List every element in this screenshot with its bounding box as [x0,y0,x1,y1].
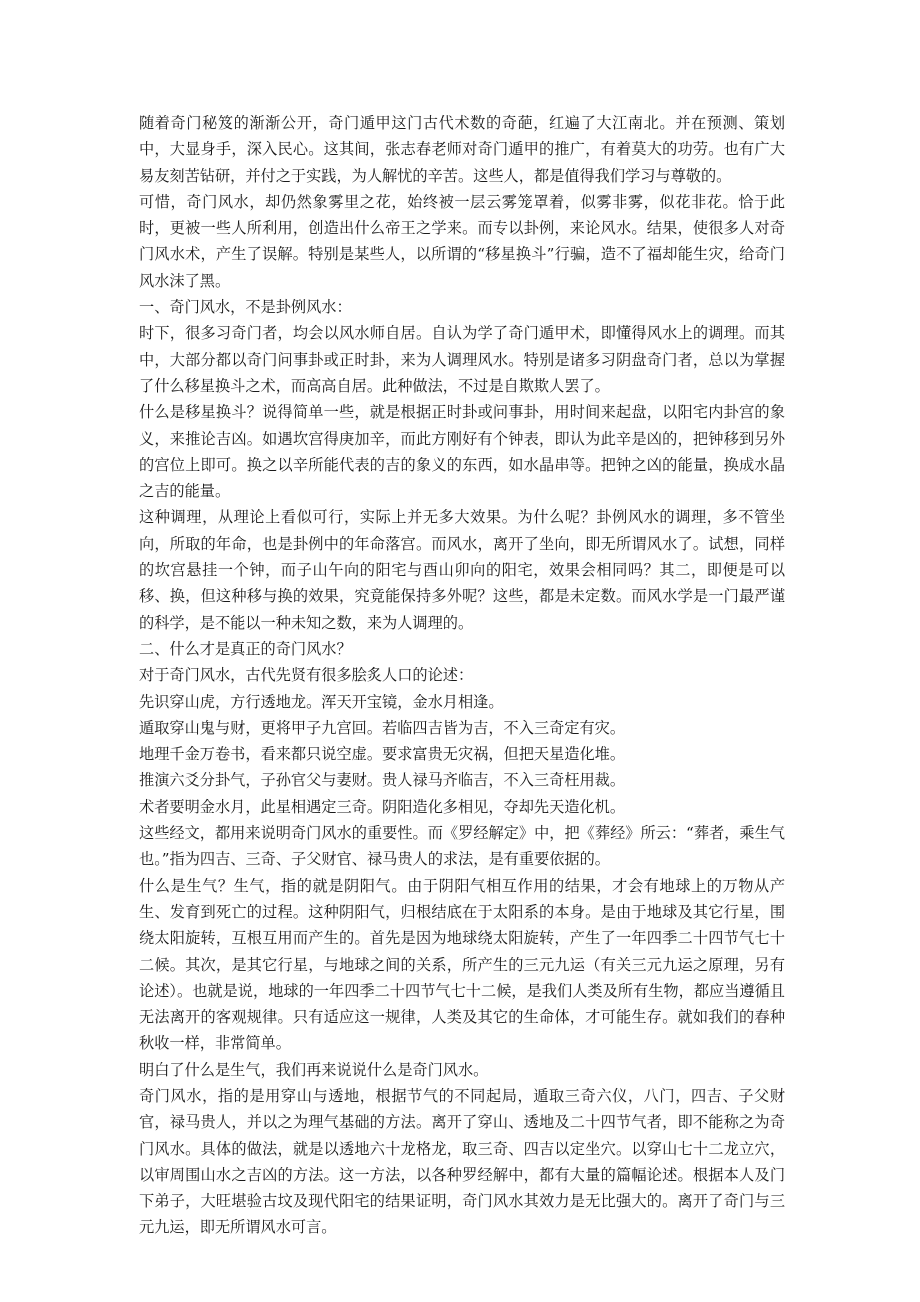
paragraph: 这些经文，都用来说明奇门风水的重要性。而《罗经解定》中，把《葬经》所云：“葬者，乘生气也。”指为四吉、三奇、子父财官、禄马贵人的求法，是有重要依据的。 [139,824,785,869]
verse-line: 遁取穿山鬼与财，更将甲子九宫回。若临四吉皆为吉，不入三奇定有灾。 [139,718,625,737]
verse-line: 推演六爻分卦气，子孙官父与妻财。贵人禄马齐临吉，不入三奇枉用裁。 [139,771,625,790]
verse-line: 先识穿山虎，方行透地龙。浑天开宝镜，金水月相逢。 [139,692,504,711]
paragraph: 什么是生气？生气，指的就是阴阳气。由于阴阳气相互作用的结果，才会有地球上的万物从产生、发育到死亡的过程。这种阴阳气，归根结底在于太阳系的本身。是由于地球及其它行星，围绕太阳旋转，互根互用而产生的。首先是因为地球绕太阳旋转，产生了一年四季二十四节气七十二候。其次，是其它行星，与地球之间的关系，所产生的三元九运（有关三元九运之原理，另有论述）。也就是说，地球的一年四季二十四节气七十二候，是我们人类及所有生物，都应当遵循且无法离开的客观规律。只有适应这一规律，人类及其它的生命体，才可能生存。就如我们的春种秋收一样，非常简单。 [139,876,785,1053]
section-heading-2: 二、什么才是真正的奇门风水？ [139,639,352,658]
paragraph: 对于奇门风水，古代先贤有很多脍炙人口的论述： [139,666,474,685]
paragraph: 明白了什么是生气，我们再来说说什么是奇门风水。 [139,1060,489,1079]
paragraph-misconception: 可惜，奇门风水，却仍然象雾里之花，始终被一层云雾笼罩着，似雾非雾，似花非花。恰于此时，更被一些人所利用，创造出什么帝王之学来。而专以卦例，来论风水。结果，使很多人对奇门风水术，产生了误解。特别是某些人，以所谓的“移星换斗”行骗，造不了福却能生灾，给奇门风水沫了黑。 [139,192,785,290]
paragraph: 奇门风水，指的是用穿山与透地，根据节气的不同起局，遁取三奇六仪，八门，四吉、子父财官，禄马贵人，并以之为理气基础的方法。离开了穿山、透地及二十四节气者，即不能称之为奇门风水。具体的做法，就是以透地六十龙格龙，取三奇、四吉以定坐穴。以穿山七十二龙立穴，以审周围山水之吉凶的方法。这一方法，以各种罗经解中，都有大量的篇幅论述。根据本人及门下弟子，大旺堪验古坟及现代阳宅的结果证明，奇门风水其效力是无比强大的。离开了奇门与三元九运，即无所谓风水可言。 [139,1086,785,1237]
document-body [139,110,785,1241]
paragraph: 什么是移星换斗？说得简单一些，就是根据正时卦或问事卦，用时间来起盘，以阳宅内卦宫的象义，来推论吉凶。如遇坎宫得庚加辛，而此方刚好有个钟表，即认为此辛是凶的，把钟移到另外的宫位上即可。换之以辛所能代表的吉的象义的东西，如水晶串等。把钟之凶的能量，换成水晶之吉的能量。 [139,403,785,501]
section-heading-1: 一、奇门风水，不是卦例风水： [139,298,352,317]
paragraph: 时下，很多习奇门者，均会以风水师自居。自认为学了奇门遁甲术，即懂得风水上的调理。而其中，大部分都以奇门问事卦或正时卦，来为人调理风水。特别是诸多习阴盘奇门者，总以为掌握了什么移星换斗之术，而高高自居。此种做法，不过是自欺欺人罢了。 [139,324,785,395]
verse-line: 地理千金万卷书，看来都只说空虚。要求富贵无灾祸，但把天星造化堆。 [139,745,625,764]
verse-line: 术者要明金水月，此星相遇定三奇。阴阳造化多相见，夺却先天造化机。 [139,797,625,816]
paragraph: 这种调理，从理论上看似可行，实际上并无多大效果。为什么呢？卦例风水的调理，多不管坐向，所取的年命，也是卦例中的年命落宫。而风水，离开了坐向，即无所谓风水了。试想，同样的坎宫悬挂一个钟，而子山午向的阳宅与酉山卯向的阳宅，效果会相同吗？其二，即便是可以移、换，但这种移与换的效果，究竟能保持多外呢？这些，都是未定数。而风水学是一门最严谨的科学，是不能以一种未知之数，来为人调理的。 [139,508,785,632]
paragraph-intro: 随着奇门秘笈的渐渐公开，奇门遁甲这门古代术数的奇葩，红遍了大江南北。并在预测、策划中，大显身手，深入民心。这其间，张志春老师对奇门遁甲的推广，有着莫大的功劳。也有广大易友刻苦钻研，并付之于实践，为人解忧的辛苦。这些人，都是值得我们学习与尊敬的。 [139,114,785,185]
